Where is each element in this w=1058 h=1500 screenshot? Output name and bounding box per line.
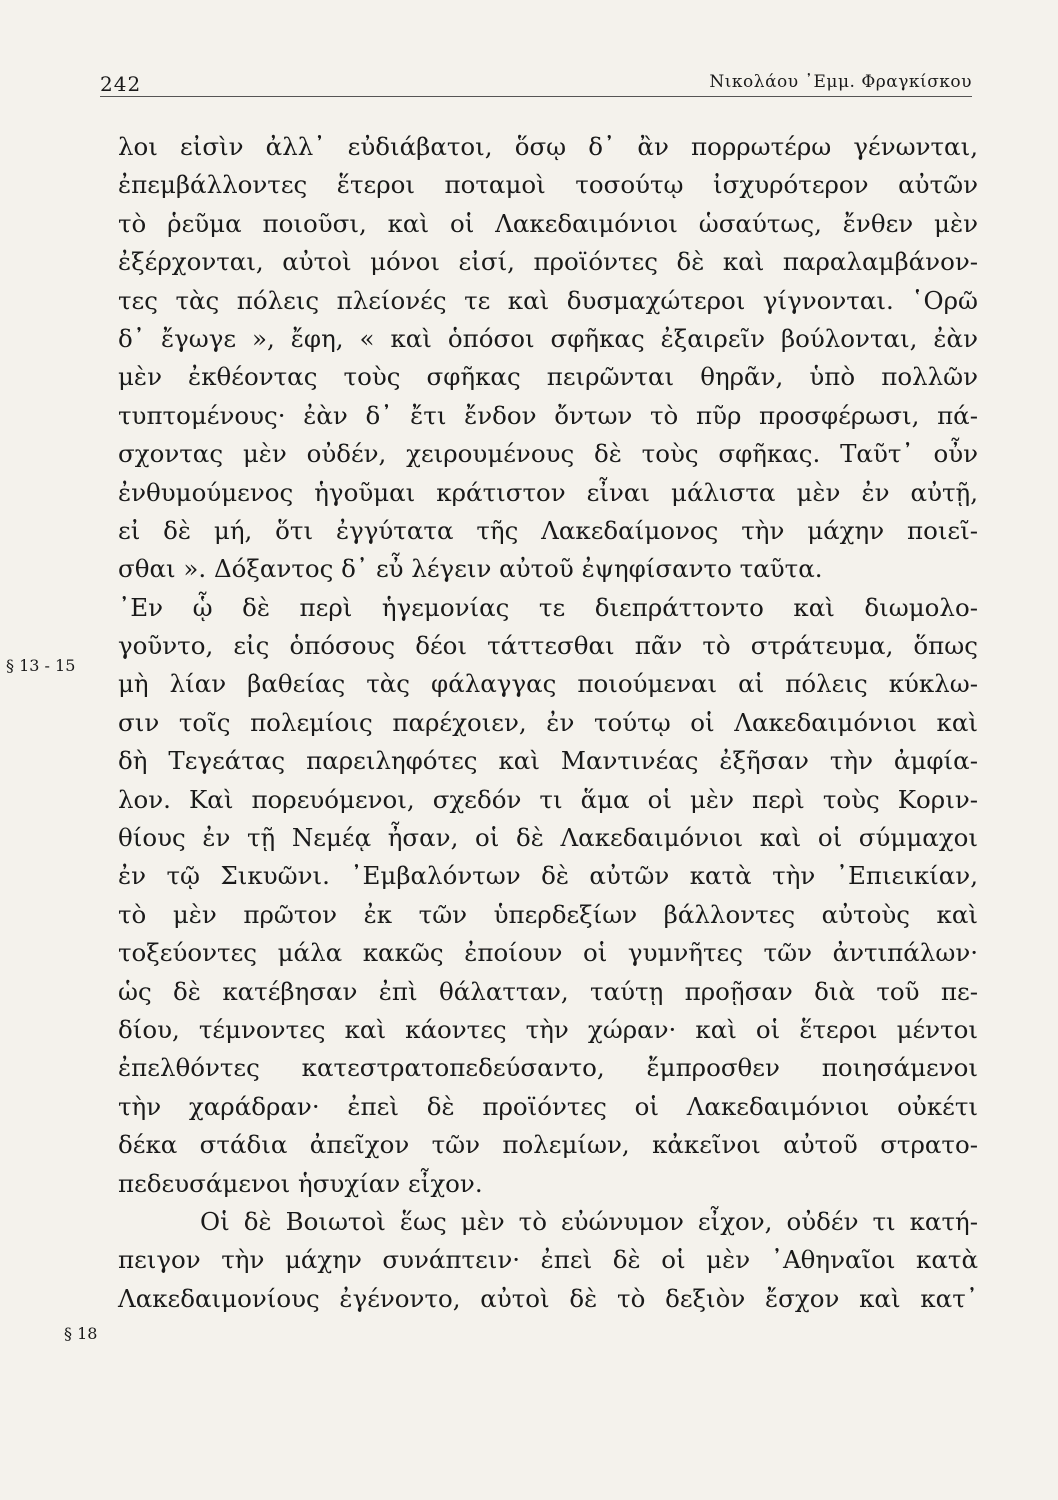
text-line: δὴ Τεγεάτας παρειληφότες καὶ Μαντινέας ἐξῆσαν τὴν ἀμφία-	[118, 746, 978, 776]
text-line: τὴν χαράδραν· ἐπεὶ δὲ προϊόντες οἱ Λακεδαιμόνιοι οὐκέτι	[118, 1091, 978, 1121]
text-line: σιν τοῖς πολεμίοις παρέχοιεν, ἐν τούτῳ οἱ Λακεδαιμόνιοι καὶ	[118, 707, 978, 737]
text-line: Λακεδαιμονίους ἐγένοντο, αὐτοὶ δὲ τὸ δεξιὸν ἔσχον καὶ κατ᾿	[118, 1283, 978, 1313]
text-line: τὸ ῥεῦμα ποιοῦσι, καὶ οἱ Λακεδαιμόνιοι ὡσαύτως, ἔνθεν μὲν	[118, 208, 978, 238]
text-line: τοξεύοντες μάλα κακῶς ἐποίουν οἱ γυμνῆτες τῶν ἀντιπάλων·	[118, 938, 978, 968]
text-line: λον. Καὶ πορευόμενοι, σχεδόν τι ἅμα οἱ μὲν περὶ τοὺς Κοριν-	[118, 784, 978, 814]
page-header	[100, 60, 972, 97]
text-line: σχοντας μὲν οὐδέν, χειρουμένους δὲ τοὺς σφῆκας. Ταῦτ᾿ οὖν	[118, 439, 978, 469]
text-line: ἐξέρχονται, αὐτοὶ μόνοι εἰσί, προϊόντες δὲ καὶ παραλαμβάνον-	[118, 247, 978, 277]
margin-section-ref: § 18	[64, 1324, 98, 1343]
text-line: μὴ λίαν βαθείας τὰς φάλαγγας ποιούμεναι αἱ πόλεις κύκλω-	[118, 669, 978, 699]
text-line: λοι εἰσὶν ἀλλ᾿ εὐδιάβατοι, ὅσῳ δ᾿ ἂν πορρωτέρω γένωνται,	[118, 132, 978, 161]
text-line: δέκα στάδια ἀπεῖχον τῶν πολεμίων, κἀκεῖνοι αὐτοῦ στρατο-	[118, 1130, 978, 1160]
text-line: εἰ δὲ μή, ὅτι ἐγγύτατα τῆς Λακεδαίμονος τὴν μάχην ποιεῖ-	[118, 515, 978, 545]
text-line: θίους ἐν τῇ Νεμέᾳ ἦσαν, οἱ δὲ Λακεδαιμόνιοι καὶ οἱ σύμμαχοι	[118, 823, 978, 853]
text-line: μὲν ἐκθέοντας τοὺς σφῆκας πειρῶνται θηρᾶν, ὑπὸ πολλῶν	[118, 362, 978, 392]
text-line: τες τὰς πόλεις πλείονές τε καὶ δυσμαχώτεροι γίγνονται. ῾Ορῶ	[118, 285, 978, 315]
text-line: πεδευσάμενοι ἡσυχίαν εἶχον.	[118, 1168, 483, 1198]
text-line: γοῦντο, εἰς ὁπόσους δέοι τάττεσθαι πᾶν τὸ στράτευμα, ὅπως	[118, 631, 978, 661]
text-line: δ᾿ ἔγωγε », ἔφη, « καὶ ὁπόσοι σφῆκας ἐξαιρεῖν βούλονται, ἐὰν	[118, 323, 978, 353]
text-line: ὡς δὲ κατέβησαν ἐπὶ θάλατταν, ταύτῃ προῇσαν διὰ τοῦ πε-	[118, 976, 978, 1006]
text-line: δίου, τέμνοντες καὶ κάοντες τὴν χώραν· καὶ οἱ ἕτεροι μέντοι	[118, 1014, 978, 1044]
text-line: ἐνθυμούμενος ἡγοῦμαι κράτιστον εἶναι μάλιστα μὲν ἐν αὐτῇ,	[118, 477, 978, 507]
text-line: ἐν τῷ Σικυῶνι. ᾿Εμβαλόντων δὲ αὐτῶν κατὰ τὴν ᾿Επιεικίαν,	[118, 861, 978, 891]
text-line: ἐπελθόντες κατεστρατοπεδεύσαντο, ἔμπροσθεν ποιησάμενοι	[118, 1053, 978, 1083]
body-text	[118, 128, 978, 1318]
text-line: τυπτομένους· ἐὰν δ᾿ ἔτι ἔνδον ὄντων τὸ πῦρ προσφέρωσι, πά-	[118, 400, 978, 430]
text-line: τὸ μὲν πρῶτον ἐκ τῶν ὑπερδεξίων βάλλοντες αὐτοὺς καὶ	[118, 899, 978, 929]
text-line: Οἱ δὲ Βοιωτοὶ ἕως μὲν τὸ εὐώνυμον εἶχον, οὐδέν τι κατή-	[200, 1206, 978, 1236]
text-line: ᾿Εν ᾧ δὲ περὶ ἡγεμονίας τε διεπράττοντο καὶ διωμολο-	[118, 592, 978, 622]
page-number: 242	[100, 72, 142, 96]
text-line: πειγον τὴν μάχην συνάπτειν· ἐπεὶ δὲ οἱ μὲν ᾿Αθηναῖοι κατὰ	[118, 1245, 978, 1275]
margin-section-ref: § 13 - 15	[6, 656, 76, 675]
text-line: ἐπεμβάλλοντες ἕτεροι ποταμοὶ τοσούτῳ ἰσχυρότερον αὐτῶν	[118, 170, 978, 200]
running-head: Νικολάου ᾿Εμμ. Φραγκίσκου	[709, 72, 972, 92]
text-line: σθαι ». Δόξαντος δ᾿ εὖ λέγειν αὐτοῦ ἐψηφίσαντο ταῦτα.	[118, 554, 823, 584]
